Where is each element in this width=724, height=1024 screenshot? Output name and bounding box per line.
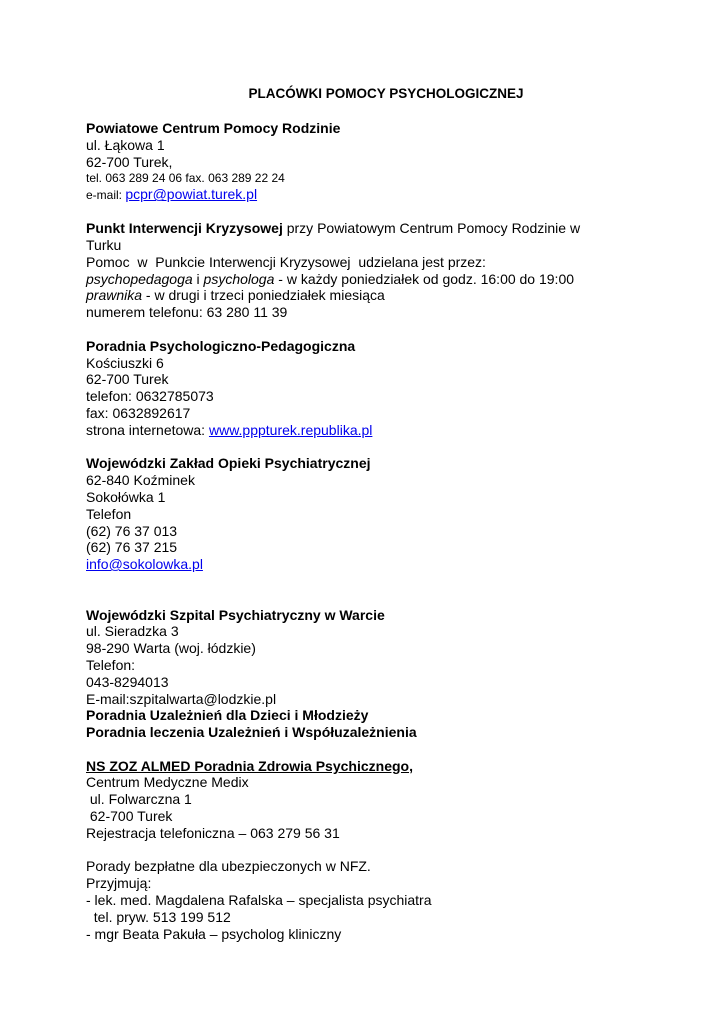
almed-center: Centrum Medyczne Medix [86,774,249,791]
page-title: PLACÓWKI POMOCY PSYCHOLOGICZNEJ [248,86,524,101]
pcpr-city: 62-700 Turek, [86,153,173,170]
ppp-web-link[interactable]: www.pppturek.republika.pl [208,421,373,438]
wsp-email: E-mail:szpitalwarta@lodzkie.pl [86,690,277,707]
wsp-clinic2: Poradnia leczenia Uzależnień i Współuzależnienia [86,724,417,741]
almed-street: ul. Folwarczna 1 [86,791,192,808]
pik-name-cont: Turku [86,236,122,253]
pik-name-line [86,220,646,237]
pcpr-name: Powiatowe Centrum Pomocy Rodzinie [86,120,341,136]
wzop-street: Sokołówka 1 [86,488,166,505]
wzop-email-link[interactable]: info@sokolowka.pl [86,556,203,573]
ppp-city: 62-700 Turek [86,371,169,388]
almed-registration: Rejestracja telefoniczna – 063 279 56 31 [86,824,340,841]
wsp-name: Wojewódzki Szpital Psychiatryczny w Warcie [86,606,385,623]
pcpr-street: ul. Łąkowa 1 [86,136,165,153]
almed-free: Porady bezpłatne dla ubezpieczonych w NFZ. [86,858,371,875]
section-pcpr [86,120,646,203]
section-almed [86,758,646,943]
wzop-phone-label: Telefon [86,505,132,522]
ppp-street: Kościuszki 6 [86,354,164,371]
pik-lawyer-days: - w drugi i trzeci poniedziałek miesiąca [142,287,385,304]
ppp-web-label: strona internetowa: [86,421,209,438]
pcpr-email-label: e-mail: [86,188,126,203]
ppp-phone: telefon: 0632785073 [86,388,214,405]
pcpr-email-line [86,186,646,203]
wsp-clinic1: Poradnia Uzależnień dla Dzieci i Młodzieży [86,707,369,724]
pik-line1: Pomoc w Punkcie Interwencji Kryzysowej udzielana jest przez: [86,253,486,270]
wzop-phone2: (62) 76 37 215 [86,539,178,556]
wzop-phone1: (62) 76 37 013 [86,522,178,539]
section-wzop [86,455,646,573]
document-page [86,86,646,942]
pcpr-phone: tel. 063 289 24 06 fax. 063 289 22 24 [86,171,285,186]
pik-psychopedagog: psychopedagoga [86,270,193,287]
section-ppp [86,338,646,439]
almed-name: NS ZOZ ALMED Poradnia Zdrowia Psychicznego, [86,757,413,774]
ppp-web-line [86,422,646,439]
section-pik [86,220,646,321]
almed-accept: Przyjmują: [86,875,152,892]
almed-city: 62-700 Turek [86,808,173,825]
pik-lawyer: prawnika [86,287,143,304]
pik-name: Punkt Interwencji Kryzysowej [86,220,283,237]
wzop-email-line [86,556,646,573]
wzop-name: Wojewódzki Zakład Opieki Psychiatrycznej [86,455,371,472]
ppp-fax: fax: 0632892617 [86,404,191,421]
almed-doctor1-phone: tel. pryw. 513 199 512 [86,908,231,925]
pik-psycholog: psychologa [203,270,275,287]
pcpr-email-link[interactable]: pcpr@powiat.turek.pl [125,186,258,203]
pik-hours: - w każdy poniedziałek od godz. 16:00 do 19:00 [274,270,575,287]
pik-conj: i [192,270,204,287]
wsp-street: ul. Sieradzka 3 [86,623,179,640]
pik-line3 [86,287,646,304]
wsp-city: 98-290 Warta (woj. łódzkie) [86,640,256,657]
section-wsp [86,607,646,741]
pik-phone: numerem telefonu: 63 280 11 39 [86,304,288,321]
ppp-name: Poradnia Psychologiczno-Pedagogiczna [86,337,356,354]
wsp-phone: 043-8294013 [86,673,169,690]
pik-line2 [86,271,646,288]
wsp-phone-label: Telefon: [86,656,136,673]
pik-name-rest: przy Powiatowym Centrum Pomocy Rodzinie w [282,220,581,237]
almed-doctor1: - lek. med. Magdalena Rafalska – specjalista psychiatra [86,892,432,909]
almed-doctor2: - mgr Beata Pakuła – psycholog kliniczny [86,925,342,942]
wzop-city: 62-840 Koźminek [86,472,195,489]
